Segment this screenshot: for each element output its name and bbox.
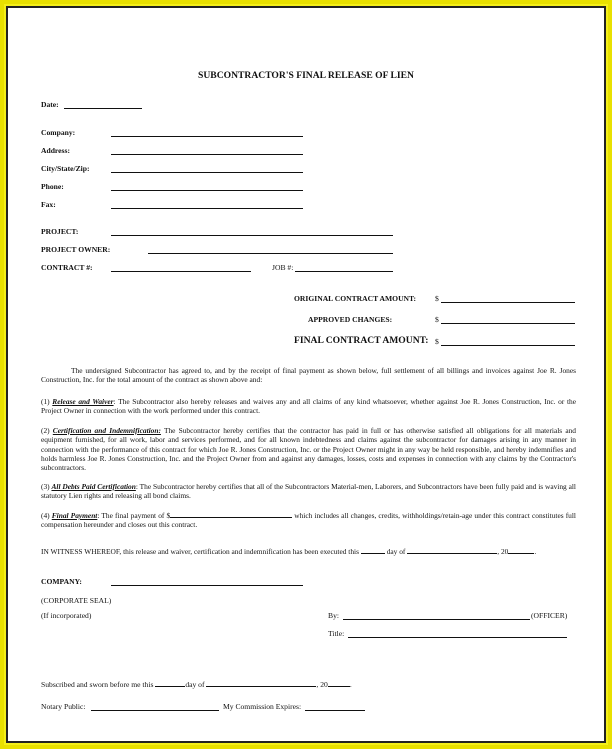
- section-1-number: (1): [41, 397, 50, 406]
- officer-label: (OFFICER): [531, 611, 568, 620]
- phone-label: Phone:: [41, 182, 64, 191]
- notary-month-field[interactable]: [206, 678, 316, 687]
- job-number-label: JOB #:: [272, 263, 294, 272]
- witness-year-prefix: , 20: [497, 547, 509, 556]
- witness-line: [41, 545, 576, 556]
- witness-month-field[interactable]: [407, 545, 497, 554]
- job-number-field[interactable]: [295, 271, 393, 272]
- contract-number-label: CONTRACT #:: [41, 263, 93, 272]
- section-1-text: : The Subcontractor also hereby releases and waives any and all claims of any kind whatsoever, whether against Joe R. Jones Construction, Inc. or the Project Owner in connection with the work performed under this contract.: [41, 397, 576, 416]
- title-label: Title:: [328, 629, 345, 638]
- section-debts-paid: [41, 482, 576, 501]
- officer-signature-field[interactable]: [343, 619, 530, 620]
- section-2-text: The Subcontractor hereby certifies that the contractor has paid in full or has otherwise satisfied all obligations for all materials and equipment furnished, for all work, labor and services performed, and for all known indebtedness and claims against the subcontractor for damages arising in any manner in connection with the performance of this contract for which Joe R. Jones Construction, Inc. or the Project Owner might in any way be held responsible, and hereby indemnifies and holds harmless Joe R. Jones Construction, Inc. and the Project Owner from and against any damages, losses, costs and expenses in connection with any claims by the Contractor's subcontractors.: [41, 426, 577, 473]
- section-2-number: (2): [41, 426, 50, 435]
- date-field[interactable]: [64, 108, 142, 109]
- notary-day-field[interactable]: [155, 678, 185, 687]
- notary-public-label: Notary Public:: [41, 702, 86, 711]
- notary-year-field[interactable]: [328, 678, 350, 687]
- contract-number-field[interactable]: [111, 271, 251, 272]
- section-final-payment: [41, 509, 576, 530]
- signature-company-field[interactable]: [111, 585, 303, 586]
- phone-field[interactable]: [111, 190, 303, 191]
- section-4-number: (4): [41, 511, 50, 520]
- commission-expires-label: My Commission Expires:: [223, 702, 302, 711]
- section-4-text-a: : The final payment of $: [97, 511, 171, 520]
- original-contract-amount-field[interactable]: [441, 302, 575, 303]
- witness-day-of: day of: [386, 547, 406, 556]
- final-dollar-sign: $: [435, 337, 439, 346]
- intro-text: The undersigned Subcontractor has agreed to, and by the receipt of final payment as shown below, full settlement of all billings and invoices against Joe R. Jones Construction, Inc. for the total amount of the contract as shown above and:: [41, 366, 576, 385]
- section-2-heading: Certification and Indemnification:: [52, 426, 161, 435]
- city-state-zip-field[interactable]: [111, 172, 303, 173]
- section-1-heading: Release and Waiver: [52, 397, 114, 406]
- city-state-zip-label: City/State/Zip:: [41, 164, 90, 173]
- company-field[interactable]: [111, 136, 303, 137]
- approved-dollar-sign: $: [435, 315, 439, 324]
- company-label: Company:: [41, 128, 76, 137]
- notary-year-prefix: , 20: [316, 680, 328, 689]
- witness-year-field[interactable]: [508, 545, 537, 556]
- witness-text: IN WITNESS WHEREOF, this release and waiver, certification and indemnification has been executed this: [41, 547, 359, 556]
- section-release-waiver: [41, 397, 576, 416]
- notary-sworn-line: [41, 678, 352, 689]
- witness-period: .: [534, 547, 537, 556]
- document-title: SUBCONTRACTOR'S FINAL RELEASE OF LIEN: [198, 70, 414, 81]
- project-field[interactable]: [111, 235, 393, 236]
- witness-day-field[interactable]: [361, 545, 385, 554]
- date-label: Date:: [41, 100, 59, 109]
- fax-field[interactable]: [111, 208, 303, 209]
- document-page: [6, 6, 606, 743]
- corporate-seal-label: (CORPORATE SEAL): [41, 596, 112, 605]
- fax-label: Fax:: [41, 200, 56, 209]
- signature-company-label: COMPANY:: [41, 577, 82, 586]
- notary-sworn-text: Subscribed and sworn before me this: [41, 680, 154, 689]
- address-label: Address:: [41, 146, 70, 155]
- section-3-text: : The Subcontractor hereby certifies that all of the Subcontractors Material-men, Laborers, and Subcontractors have been fully paid and is waving all statutory Lien rights and releasing all bond claims.: [41, 482, 576, 501]
- if-incorporated-label: (If incorporated): [41, 611, 92, 620]
- section-3-number: (3): [41, 482, 50, 491]
- section-4-heading: Final Payment: [51, 511, 98, 520]
- notary-public-field[interactable]: [91, 710, 219, 711]
- original-dollar-sign: $: [435, 294, 439, 303]
- section-3-heading: All Debts Paid Certification: [51, 482, 136, 491]
- approved-changes-field[interactable]: [441, 323, 575, 324]
- approved-changes-label: APPROVED CHANGES:: [308, 315, 393, 324]
- original-contract-amount-label: ORIGINAL CONTRACT AMOUNT:: [294, 294, 417, 303]
- section-4-text-b: which includes all changes, credits, withholdings/retain-age under this contract constitutes full compensation hereunder and closes out this contract.: [41, 511, 576, 530]
- project-label: PROJECT:: [41, 227, 79, 236]
- final-payment-field[interactable]: [170, 509, 292, 518]
- commission-expires-field[interactable]: [305, 710, 365, 711]
- intro-paragraph: [41, 366, 576, 385]
- project-owner-field[interactable]: [148, 253, 393, 254]
- final-contract-amount-label: FINAL CONTRACT AMOUNT:: [294, 335, 429, 346]
- notary-period: .: [349, 680, 352, 689]
- project-owner-label: PROJECT OWNER:: [41, 245, 111, 254]
- by-label: By:: [328, 611, 339, 620]
- final-contract-amount-field[interactable]: [441, 345, 575, 346]
- address-field[interactable]: [111, 154, 303, 155]
- section-certification: [41, 426, 576, 472]
- notary-day-of: day of: [185, 680, 205, 689]
- officer-title-field[interactable]: [348, 637, 567, 638]
